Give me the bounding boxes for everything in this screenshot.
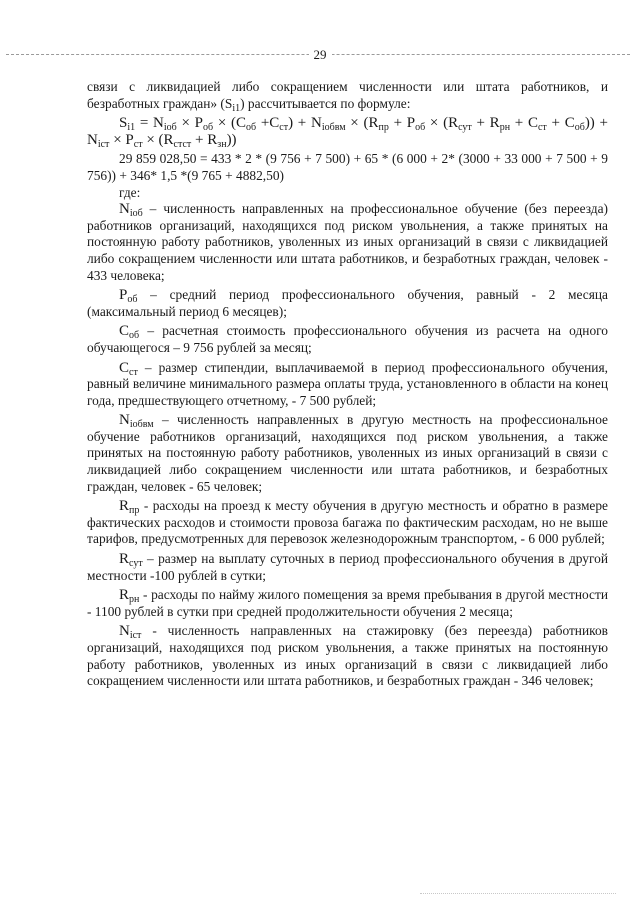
footer-dots <box>420 893 616 894</box>
intro-paragraph <box>87 79 608 112</box>
intro-text: связи с ликвидацией либо сокращением численности или штата работников, и безработных граждан» (S <box>87 79 608 111</box>
page-number <box>0 47 640 63</box>
document-body <box>87 79 608 690</box>
intro-text-end: ) рассчитывается по формуле: <box>240 95 411 111</box>
definition-n-iob: $N_{iоб}$ – численность направленных на профессиональное обучение (без переезда) работников организаций, находящихся под риском увольнения, а также принятых на постоянную работу работников, уволенных из иных организаций в связи с ликвидацией либо сокращением численности или штата работников, и безработных граждан, человек - 433 человека; <box>87 201 608 283</box>
where-label: где: <box>119 184 141 200</box>
definition-n-ist: $N_{iст}$ - численность направленных на стажировку (без переезда) работников организаций, находящихся под риском увольнения, а также принятых на постоянную работу работников, уволенных из иных организаций в связи с ликвидацией либо сокращением численности или штата работников, и безработных граждан - 346 человек; <box>87 623 608 689</box>
definition-r-rn: $R_{рн}$ - расходы по найму жилого помещения за время пребывания в другой местности - 1100 рублей в сутки при средней продолжительности обучения 2 месяца; <box>87 587 608 619</box>
intro-subscript: i1 <box>232 102 241 114</box>
formula: $S_{i1} = N_{iоб} \times P_{об} \times (C_{об} +C_{ст}) + N_{iобвм} \times (R_{пр} + P_{об} \times (R_{сут} + R_{рн} + C_{ст} + C_{об})) + N_{iст} \times P_{ст} \times (R_{стст} + R_{зн})$) <box>87 115 608 150</box>
definition-p-ob: $P_{об}$ – средний период профессионального обучения, равный - 2 месяца (максимальный период 6 месяцев); <box>87 287 608 319</box>
definition-r-sut: $R_{сут}$ – размер на выплату суточных в период профессионального обучения в другой местности -100 рублей в сутки; <box>87 551 608 583</box>
definition-r-pr: $R_{пр}$ - расходы на проезд к месту обучения в другую местность и обратно в размере фактических расходов и стоимости провоза багажа по фактическим расходам, но не выше тарифов, предусмотренных для перевозок железнодорожным транспортом, - 6 000 рублей; <box>87 498 608 547</box>
definition-n-iobvm: $N_{iобвм}$ – численность направленных в другую местность на профессиональное обучение работников организаций, находящихся под риском увольнения, а также принятых на постоянную работу работников, уволенных из иных организаций в связи с ликвидацией либо сокращением численности или штата работников, и безработных граждан, человек - 65 человек; <box>87 412 608 494</box>
definition-c-ob: $C_{об}$ – расчетная стоимость профессионального обучения из расчета на одного обучающегося – 9 756 рублей за месяц; <box>87 323 608 355</box>
definition-c-st: $C_{ст}$ – размер стипендии, выплачиваемой в период профессионального обучения, равный величине минимального размера оплаты труда, установленного в области на конец года, предшествующего отчетному, - 7 500 рублей; <box>87 359 608 408</box>
page-number-text: 29 <box>309 47 332 62</box>
calculation: 29 859 028,50 = 433 * 2 * (9 756 + 7 500) + 65 * (6 000 + 2* (3000 + 33 000 + 7 500 + 9 756)) + 346* 1,5 *(9 765 + 4882,50) <box>87 151 608 183</box>
